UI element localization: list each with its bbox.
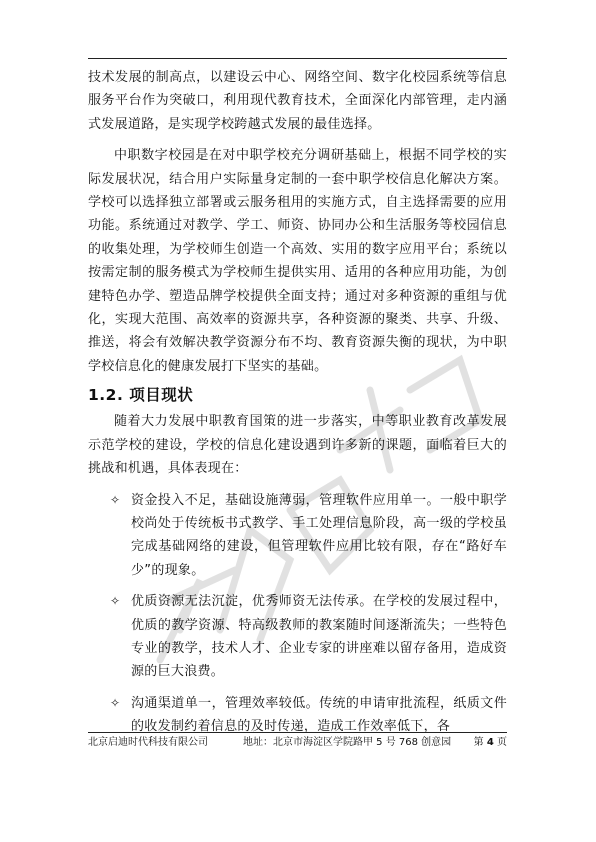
footer-rule — [88, 732, 507, 733]
header-rule — [88, 58, 507, 59]
page-suffix: 页 — [497, 737, 507, 748]
body-paragraph-3: 随着大力发展中职教育国策的进一步落实，中等职业教育改革发展示范学校的建设，学校的信息化建设遇到许多新的课题，面临着巨大的挑战和机遇，具体表现在： — [88, 414, 507, 477]
diamond-bullet-icon: ✧ — [110, 695, 121, 710]
section-heading: 1.2. 项目现状 — [88, 386, 194, 405]
diamond-bullet-icon: ✧ — [110, 594, 121, 609]
page-number-value: 4 — [486, 737, 494, 748]
bullet-item-2 — [88, 590, 507, 684]
bullet-item-1 — [88, 489, 507, 583]
page-prefix: 第 — [473, 737, 484, 748]
document-body — [88, 66, 507, 747]
body-paragraph-2: 中职数字校园是在对中职学校充分调研基础上，根据不同学校的实际发展状况，结合用户实际量身定制的一套中职学校信息化解决方案。学校可以选择独立部署或云服务租用的实施方式，自主选择需要的应用功能。系统通过对教学、学工、师资、协同办公和生活服务等校园信息的收集处理，为学校师生创造一个高效、实用的数字应用平台；系统以按需定制的服务模式为学校师生提供实用、适用的各种应用功能，为创建特色办学、塑造品牌学校提供全面支持；通过对多种资源的重组与优化，实现大范围、高效率的资源共享，各种资源的聚类、共享、升级、推送，将会有效解决教学资源分布不均、教育资源失衡的现状，为中职学校信息化的健康发展打下坚实的基础。 — [88, 148, 507, 374]
diamond-bullet-icon: ✧ — [110, 492, 121, 507]
body-paragraph-1: 技术发展的制高点，以建设云中心、网络空间、数字化校园系统等信息服务平台作为突破口，利用现代教育技术，全面深化内部管理，走内涵式发展道路，是实现学校跨越式发展的最佳选择。 — [88, 70, 507, 132]
bullet-text-1: 资金投入不足，基础设施薄弱，管理软件应用单一。一般中职学校尚处于传统板书式教学、手工处理信息阶段，高一级的学校虽完成基础网络的建设，但管理软件应用比较有限，存在“路好车少”的现象。 — [131, 492, 507, 578]
footer-company: 北京启迪时代科技有限公司 — [88, 737, 208, 748]
bullet-text-3: 沟通渠道单一，管理效率较低。传统的申请审批流程，纸质文件的收发制约着信息的及时传递，造成工作效率低下，各 — [131, 695, 507, 735]
footer-address: 地址：北京市海淀区学院路甲 5 号 768 创意园 — [243, 737, 452, 748]
page-number — [474, 736, 507, 750]
bullet-text-2: 优质资源无法沉淀，优秀师资无法传承。在学校的发展过程中，优质的教学资源、特高级教师的教案随时间逐渐流失；一些特色专业的教学，技术人才、企业专家的讲座难以留存备用，造成资源的巨大浪费。 — [131, 594, 507, 680]
